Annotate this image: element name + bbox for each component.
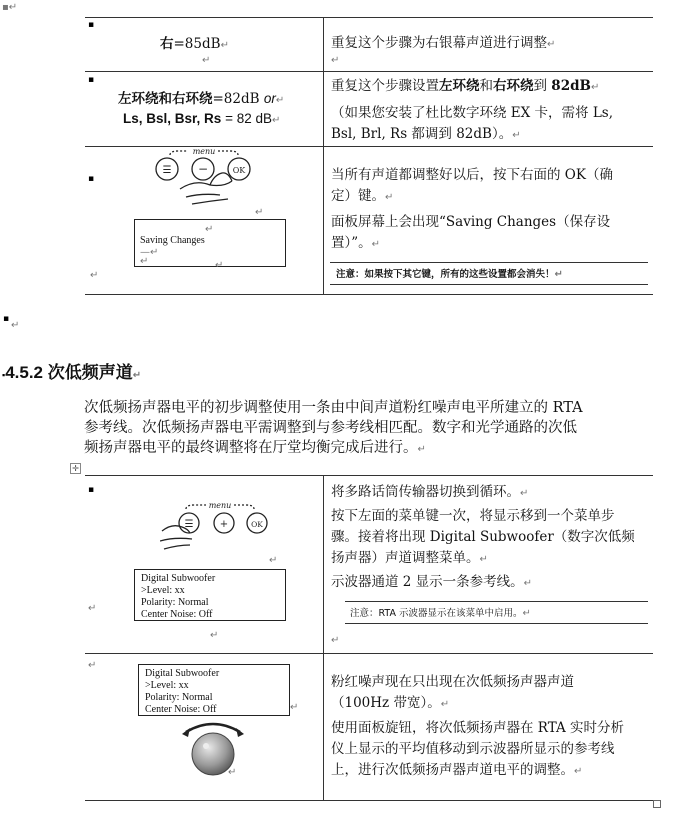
instruction-line: 面板屏幕上会出现“Saving Changes（保存设 <box>331 214 611 230</box>
row3-right-p2 <box>331 212 610 255</box>
instruction-line: 示波器通道 2 显示一条参考线。 <box>331 574 524 590</box>
surround-level: =82dB <box>212 91 260 107</box>
lcd-line: Digital Subwoofer <box>141 573 216 584</box>
para-mark: ↵ <box>205 224 214 235</box>
para-mark: ↵ <box>88 660 97 671</box>
instruction-line: 骤。接着将出现 Digital Subwoofer（数字次低频 <box>331 529 635 545</box>
para-mark: ↵ <box>271 115 281 126</box>
channel-list: Ls, Bsl, Bsr, Rs <box>123 111 222 126</box>
para-mark: ↵ <box>520 488 529 499</box>
lcd-line: >Level: xx <box>145 680 189 691</box>
ok-button-icon: OK <box>232 166 246 175</box>
para-mark: ↵ <box>210 630 219 641</box>
front-panel-buttons-illustration <box>140 149 270 209</box>
anchor-mark: ▪↵ <box>2 2 18 13</box>
section-title: 次低频声道 <box>47 363 133 383</box>
para-mark: ↵ <box>269 555 278 566</box>
para-mark: ↵ <box>290 702 299 713</box>
table-move-handle-icon[interactable]: ✛ <box>70 463 81 474</box>
section-paragraph <box>84 398 672 460</box>
table-2-divider <box>323 475 324 800</box>
para-mark: ↵ <box>220 40 229 51</box>
ok-button-icon: OK <box>251 520 263 529</box>
para-mark: ↵ <box>140 256 149 267</box>
para-mark: ↵ <box>371 239 381 250</box>
para-mark: ↵ <box>512 130 521 141</box>
instruction-line: 扬声器）声道调整菜单。 <box>331 550 480 566</box>
text: 和 <box>479 78 493 94</box>
instruction-line: 定）键。 <box>331 188 385 204</box>
t2-row1-right-p3 <box>331 572 532 594</box>
paragraph-line: 次低频扬声器电平的初步调整使用一条由中间声道粉红噪声电平所建立的 RTA <box>84 400 583 416</box>
para-mark: ↵ <box>554 269 563 280</box>
para-mark: ↵ <box>88 603 97 614</box>
lcd-line: Center Noise: Off <box>141 609 213 620</box>
row2-right-p2 <box>331 103 613 146</box>
minus-button-icon: − <box>197 162 209 176</box>
rotary-knob-illustration <box>178 718 248 778</box>
surround-label: 左环绕和右环绕 <box>118 91 213 107</box>
para-mark: ↵ <box>132 370 142 381</box>
table-resize-handle-icon[interactable] <box>653 800 661 808</box>
text: 到 <box>533 78 552 94</box>
channel-list-level: = 82 dB <box>225 111 272 126</box>
row1-instruction: 重复这个步骤为右银幕声道进行调整 <box>331 35 547 51</box>
instruction-line: 当所有声道都调整好以后，按下右面的 OK（确 <box>331 167 613 183</box>
t2-row1-right-p2 <box>331 506 635 570</box>
text: 重复这个步骤设置 <box>331 78 439 94</box>
lcd-text: Saving Changes <box>140 235 205 246</box>
para-mark: ↵ <box>547 39 556 50</box>
para-mark: ↵ <box>523 578 533 589</box>
para-mark: ↵ <box>90 270 99 281</box>
para-mark: ↵ <box>417 444 426 455</box>
lcd-display <box>134 219 286 267</box>
lcd-line: Digital Subwoofer <box>145 668 220 679</box>
lcd-line: Polarity: Normal <box>145 692 213 703</box>
instruction-line: 按下左面的菜单键一次，将显示移到一个菜单步 <box>331 508 615 524</box>
section-heading <box>2 358 141 383</box>
bullet: ▪ <box>3 314 10 324</box>
lcd-display-subwoofer-1 <box>134 569 286 621</box>
lcd-display-subwoofer-2 <box>138 664 290 716</box>
note-line: Bsl, Brl, Rs 都调到 82dB）。 <box>331 126 513 142</box>
warning-note <box>336 266 563 280</box>
menu-button-icon: ☰ <box>184 519 194 530</box>
para-mark: ↵ <box>590 82 600 93</box>
para-mark: ↵ <box>202 55 211 66</box>
text: 左环绕 <box>439 78 480 94</box>
row3-right-p1 <box>331 165 613 208</box>
text: 82dB <box>551 78 591 94</box>
menu-caption: menu <box>192 149 216 156</box>
instruction-line: 将多路话筒传输器切换到循环。 <box>331 484 520 500</box>
channel-label: 右 <box>160 36 174 52</box>
t2-row2-right-p2 <box>331 718 624 782</box>
para-mark: ↵ <box>11 320 20 331</box>
instruction-line: （100Hz 带宽）。 <box>331 695 441 711</box>
para-mark: —↵ <box>140 247 159 258</box>
para-mark: ↵ <box>385 192 394 203</box>
lcd-line: Center Noise: Off <box>145 704 217 715</box>
para-mark: ↵ <box>255 207 264 218</box>
lcd-line: Polarity: Normal <box>141 597 209 608</box>
instruction-line: 置）”。 <box>331 235 372 251</box>
table-2-row-sep <box>85 653 653 654</box>
paragraph-line: 参考线。次低频扬声器电平需调整到与参考线相匹配。数字和光学通路的次低 <box>84 420 577 436</box>
para-mark: ↵ <box>522 608 531 619</box>
rta-note <box>350 605 531 619</box>
bullet: ▪ <box>88 174 95 184</box>
paragraph-line: 频扬声器电平的最终调整将在厅堂均衡完成后进行。 <box>84 440 418 456</box>
t2-row2-right-p1 <box>331 672 574 715</box>
para-mark: ↵ <box>215 260 224 271</box>
row2-right-p1 <box>331 76 599 98</box>
instruction-line: 粉红噪声现在只出现在次低频扬声器声道 <box>331 674 574 690</box>
row2-left-line2 <box>123 108 280 131</box>
section-number: 4.5.2 <box>5 363 44 382</box>
text: 右环绕 <box>493 78 534 94</box>
bullet: ▪ <box>88 485 95 495</box>
menu-caption: menu <box>208 503 232 510</box>
bullet: ▪ <box>2 370 6 380</box>
row1-left <box>160 34 229 56</box>
note-text: 注意：RTA 示波器显示在该菜单中启用。 <box>350 608 523 619</box>
plus-button-icon: + <box>219 519 229 530</box>
para-mark: ↵ <box>331 635 340 646</box>
table-1-divider <box>323 17 324 294</box>
note-line: （如果您安装了杜比数字环绕 EX 卡，需将 Ls, <box>331 105 614 121</box>
para-mark: ↵ <box>331 55 340 66</box>
channel-level: =85dB <box>173 36 221 52</box>
para-mark: ↵ <box>479 554 488 565</box>
instruction-line: 上，进行次低频扬声器声道电平的调整。 <box>331 762 574 778</box>
instruction-line: 使用面板旋钮，将次低频扬声器在 RTA 实时分析 <box>331 720 625 736</box>
instruction-line: 仪上显示的平均值移动到示波器所显示的参考线 <box>331 741 615 757</box>
table-1-row-sep <box>85 146 653 147</box>
table-1-row-sep <box>85 71 653 72</box>
row1-right <box>331 33 555 55</box>
para-mark: ↵ <box>574 766 583 777</box>
t2-row1-right-p1 <box>331 482 528 504</box>
or-text: or <box>263 91 276 106</box>
para-mark: ↵ <box>275 95 285 106</box>
menu-button-icon: ☰ <box>162 165 172 176</box>
bullet: ▪ <box>88 75 95 85</box>
para-mark: ↵ <box>440 699 450 710</box>
warning-text: 注意：如果按下其它键，所有的这些设置都会消失！ <box>336 269 555 280</box>
bullet: ▪ <box>88 20 95 30</box>
lcd-line: >Level: xx <box>141 585 185 596</box>
menu-button-press-illustration <box>160 503 280 555</box>
para-mark: ↵ <box>228 767 237 778</box>
